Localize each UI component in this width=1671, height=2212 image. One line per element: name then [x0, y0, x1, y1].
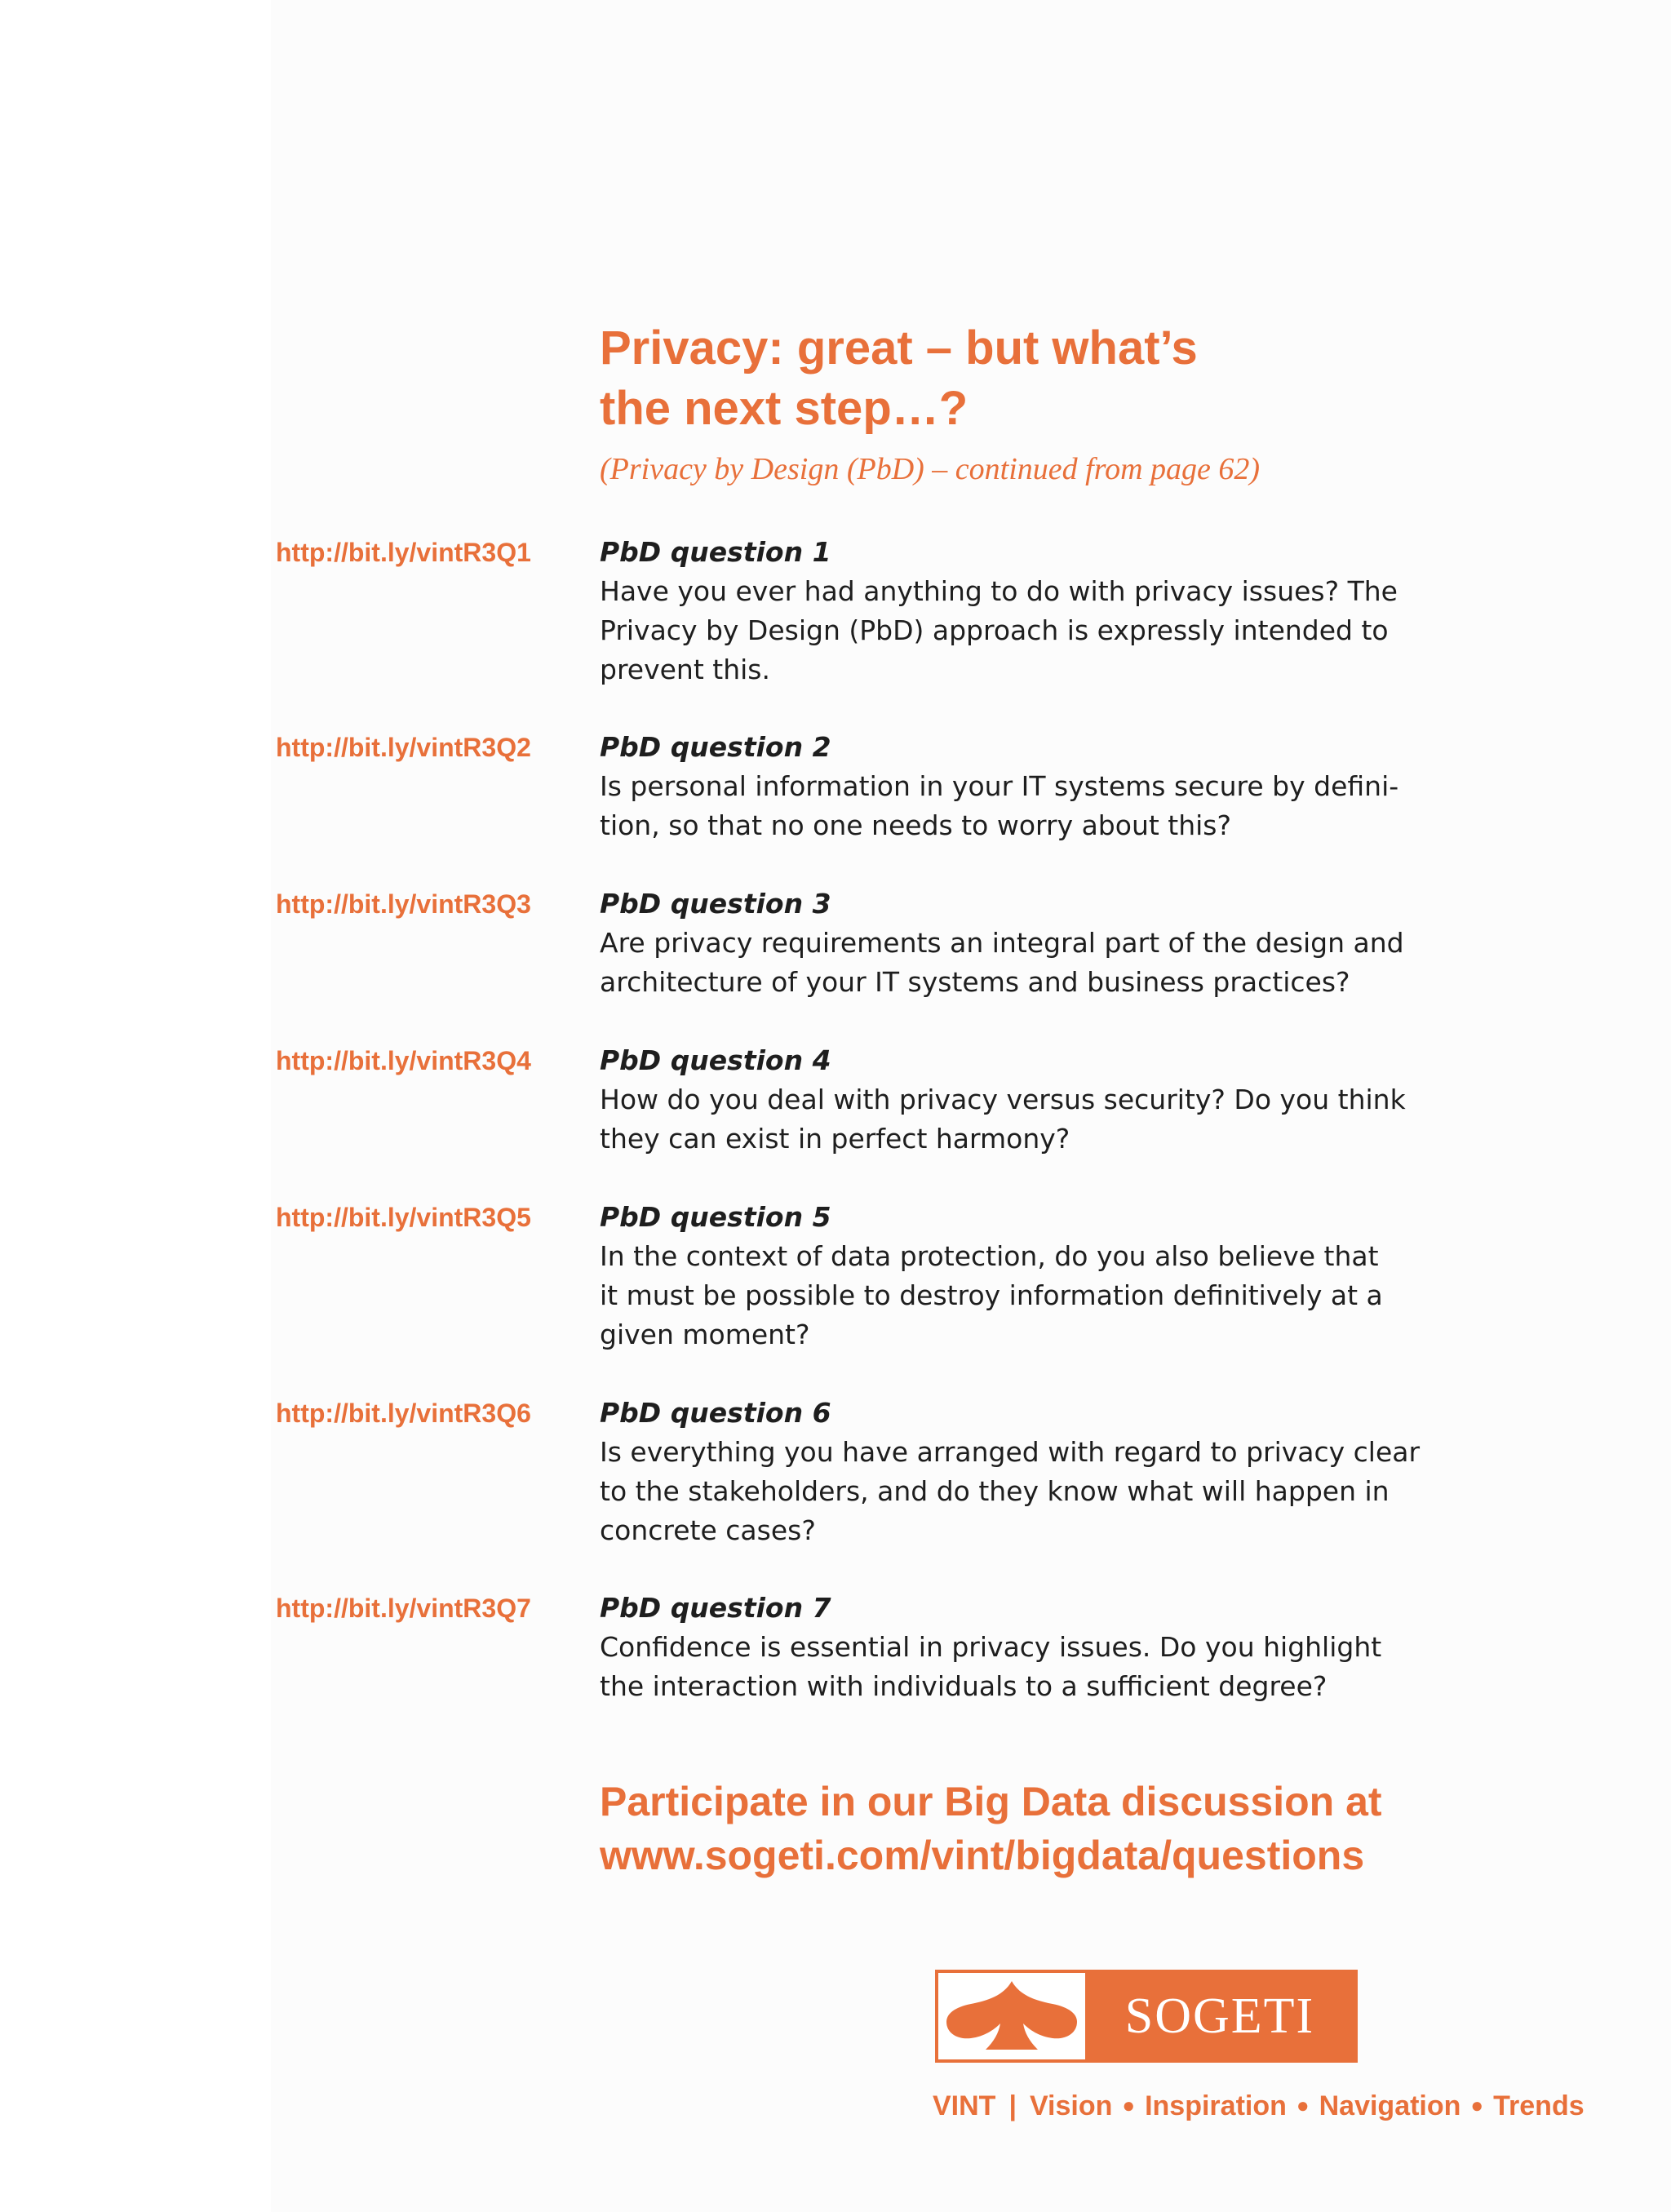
question-title-6: PbD question 6 [600, 1397, 831, 1429]
question-line: they can exist in perfect harmony? [600, 1123, 1070, 1155]
tagline-item: Inspiration [1145, 2090, 1287, 2121]
question-title-2: PbD question 2 [600, 731, 831, 763]
question-line: Confidence is essential in privacy issues. Do you highlight [600, 1631, 1382, 1663]
page-title-line-2: the next step…? [600, 382, 968, 435]
tagline-item: Navigation [1319, 2090, 1461, 2121]
question-text-4 [600, 1041, 1448, 1159]
question-title-7: PbD question 7 [600, 1592, 831, 1624]
question-link-5[interactable]: http://bit.ly/vintR3Q5 [276, 1203, 531, 1232]
question-body-1 [600, 572, 1448, 689]
question-link-3[interactable]: http://bit.ly/vintR3Q3 [276, 889, 531, 919]
question-line: given moment? [600, 1319, 810, 1350]
question-text-2 [600, 728, 1448, 845]
question-title-1: PbD question 1 [600, 536, 831, 568]
question-line: the interaction with individuals to a sufficient degree? [600, 1670, 1327, 1702]
question-line: Is personal information in your IT systems secure by defini- [600, 770, 1399, 802]
question-text-3 [600, 884, 1448, 1002]
spade-icon [942, 1976, 1082, 2056]
question-link-2[interactable]: http://bit.ly/vintR3Q2 [276, 733, 531, 762]
sogeti-logo [935, 1970, 1358, 2063]
discussion-call-to-action [600, 1775, 1620, 1882]
question-line: Is everything you have arranged with regard to privacy clear [600, 1436, 1421, 1468]
question-link-6[interactable]: http://bit.ly/vintR3Q6 [276, 1399, 531, 1428]
vint-tagline [933, 2086, 1585, 2126]
page-title-line-1: Privacy: great – but what’s [600, 321, 1198, 375]
question-link-4[interactable]: http://bit.ly/vintR3Q4 [276, 1046, 531, 1075]
cta-line-1: Participate in our Big Data discussion at [600, 1779, 1382, 1824]
bullet-icon: ● [1296, 2093, 1310, 2117]
question-body-4 [600, 1080, 1448, 1159]
question-line: it must be possible to destroy information definitively at a [600, 1279, 1383, 1311]
page-subtitle: (Privacy by Design (PbD) – continued from page 62) [600, 452, 1261, 486]
question-line: Privacy by Design (PbD) approach is expressly intended to [600, 614, 1389, 646]
tagline-item: Vision [1029, 2090, 1113, 2121]
question-line: prevent this. [600, 654, 770, 685]
question-line: How do you deal with privacy versus security? Do you think [600, 1084, 1406, 1115]
question-text-1 [600, 533, 1448, 689]
question-body-3 [600, 924, 1448, 1002]
question-text-5 [600, 1198, 1448, 1354]
question-link-7[interactable]: http://bit.ly/vintR3Q7 [276, 1594, 531, 1623]
question-line: In the context of data protection, do you also believe that [600, 1240, 1379, 1272]
tagline-separator: | [1008, 2090, 1017, 2121]
question-text-7 [600, 1589, 1448, 1706]
bullet-icon: ● [1122, 2093, 1136, 2117]
question-title-4: PbD question 4 [600, 1044, 831, 1076]
question-text-6 [600, 1394, 1448, 1550]
question-link-1[interactable]: http://bit.ly/vintR3Q1 [276, 538, 531, 567]
question-line: concrete cases? [600, 1514, 816, 1546]
question-body-6 [600, 1433, 1448, 1550]
question-line: architecture of your IT systems and business practices? [600, 966, 1350, 998]
question-title-3: PbD question 3 [600, 888, 831, 920]
cta-url[interactable]: www.sogeti.com/vint/bigdata/questions [600, 1833, 1365, 1878]
question-line: tion, so that no one needs to worry about this? [600, 809, 1232, 841]
question-body-7 [600, 1628, 1448, 1706]
sogeti-wordmark: SOGETI [1085, 1973, 1354, 2059]
question-title-5: PbD question 5 [600, 1201, 831, 1233]
page-title [600, 318, 1497, 439]
bullet-icon: ● [1470, 2093, 1484, 2117]
question-body-2 [600, 767, 1448, 845]
question-line: Have you ever had anything to do with privacy issues? The [600, 575, 1398, 607]
tagline-brand: VINT [933, 2090, 996, 2121]
question-body-5 [600, 1237, 1448, 1354]
question-line: to the stakeholders, and do they know what will happen in [600, 1475, 1390, 1507]
tagline-item: Trends [1493, 2090, 1585, 2121]
question-line: Are privacy requirements an integral part of the design and [600, 927, 1404, 959]
